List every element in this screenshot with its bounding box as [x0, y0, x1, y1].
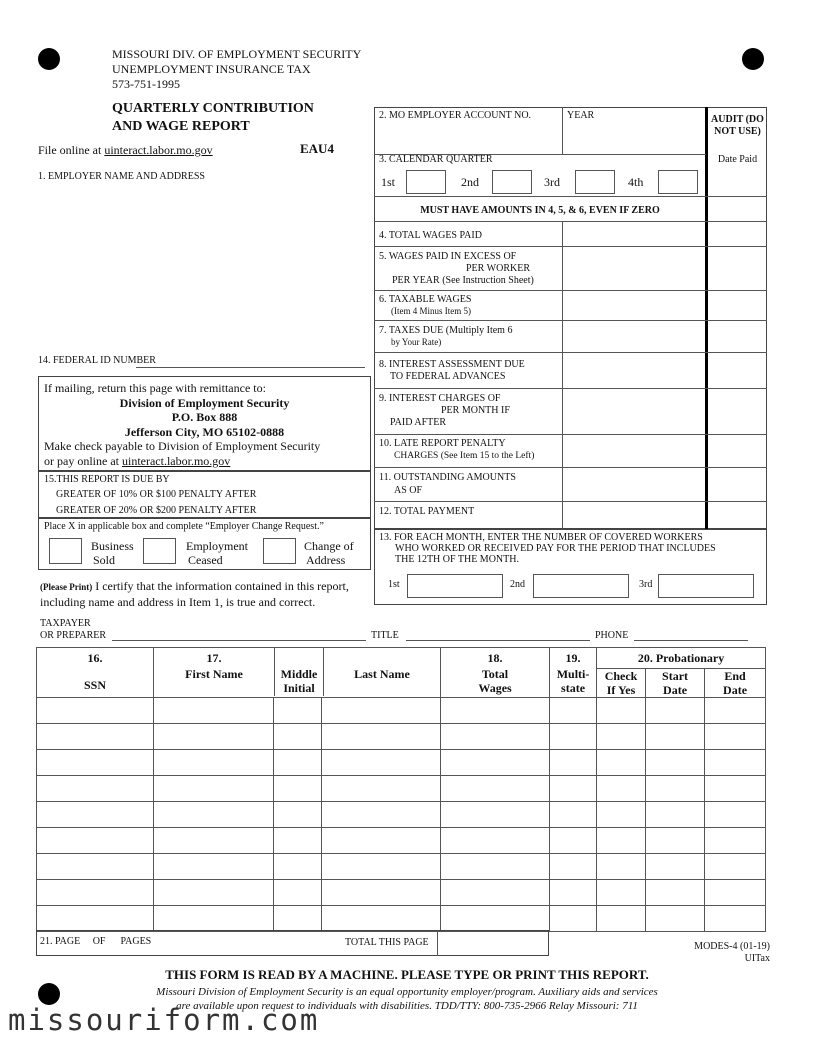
item10-label-b: CHARGES (See Item 15 to the Left) [394, 451, 535, 461]
taxpayer-label [40, 618, 106, 642]
quarter-2-label: 2nd [461, 175, 479, 189]
item5-label-a: 5. WAGES PAID IN EXCESS OF [379, 251, 517, 262]
item5-label-c: PER YEAR (See Instruction Sheet) [392, 275, 534, 286]
row-line [374, 501, 767, 502]
name-header [154, 648, 441, 698]
item6-label-a: 6. TAXABLE WAGES [379, 294, 472, 305]
item10-label-a: 10. LATE REPORT PENALTY [379, 438, 506, 449]
row-line [374, 467, 767, 468]
employment-ceased-label-1: Employment [186, 539, 248, 553]
last-name-header: Last Name [354, 667, 410, 681]
registration-mark-top-right [742, 48, 764, 70]
employment-ceased-checkbox[interactable] [143, 538, 176, 564]
row-line [374, 246, 767, 247]
form-id-number: MODES-4 (01-19) [694, 941, 770, 952]
amount-column-divider [562, 221, 563, 529]
item13-label [379, 532, 716, 565]
total-wages-header [441, 648, 550, 698]
quarter-3-label: 3rd [544, 175, 560, 189]
item3-label: 3. CALENDAR QUARTER [379, 154, 493, 165]
col17-first-label: First Name [185, 667, 243, 681]
preparer-signature-line[interactable] [112, 640, 366, 641]
month-1-box[interactable] [407, 574, 503, 598]
form-title [112, 100, 314, 136]
payable-text: Make check payable to Division of Employment Security [44, 439, 321, 453]
certification-text [40, 579, 349, 610]
col18-label: Total Wages [478, 667, 512, 695]
pay-online-link[interactable]: uinteract.labor.mo.gov [121, 454, 231, 468]
business-sold-label-2: Sold [93, 553, 116, 567]
quarter-1-label: 1st [381, 175, 396, 189]
month-3-label: 3rd [639, 579, 653, 590]
month-3-box[interactable] [658, 574, 754, 598]
agency-line2: UNEMPLOYMENT INSURANCE TAX [112, 62, 311, 76]
federal-id-line[interactable] [136, 367, 365, 368]
agency-phone: 573-751-1995 [112, 77, 180, 91]
page-of-pages-label: 21. PAGE OF PAGES [40, 936, 152, 947]
col17-number: 17. [206, 651, 222, 665]
item9-label-a: 9. INTEREST CHARGES OF [379, 393, 501, 404]
col18-number: 18. [487, 651, 503, 665]
file-online-prefix: File online at [38, 143, 105, 157]
change-of-address-checkbox[interactable] [263, 538, 296, 564]
date-paid-label: Date Paid [717, 154, 758, 165]
item12-label: 12. TOTAL PAYMENT [379, 506, 475, 517]
title-line[interactable] [406, 640, 590, 641]
registration-mark-top-left [38, 48, 60, 70]
quarter-4-label: 4th [628, 175, 644, 189]
employment-ceased-label [186, 539, 248, 567]
agency-header [112, 47, 361, 92]
table-row[interactable] [37, 828, 766, 854]
col16-label: SSN [83, 678, 106, 692]
pay-online-text [44, 454, 230, 469]
table-row[interactable] [37, 906, 766, 932]
change-instruction: Place X in applicable box and complete “Employer Change Request.” [44, 521, 324, 532]
file-online-text [38, 143, 213, 158]
change-of-address-label-1: Change of [304, 539, 354, 553]
item8-label-b: TO FEDERAL ADVANCES [390, 371, 506, 382]
audit-label: AUDIT (DO NOT USE) [711, 114, 764, 137]
item7-label-b: by Your Rate) [391, 337, 442, 347]
row-line [374, 388, 767, 389]
item5-label-b: PER WORKER [466, 263, 530, 274]
name-header-cells [154, 648, 440, 696]
watermark: missouriform.com [8, 1003, 320, 1037]
row-line [374, 221, 767, 222]
quarter-4-box[interactable] [658, 170, 698, 194]
eeo-line1: Missouri Division of Employment Security is an equal opportunity employer/program. Auxiliary aids and services [156, 986, 658, 998]
multistate-header [550, 648, 597, 698]
table-row[interactable] [37, 750, 766, 776]
item14-label: 14. FEDERAL ID NUMBER [38, 355, 156, 366]
year-label: YEAR [567, 110, 595, 121]
item13-label-c: THE 12TH OF THE MONTH. [395, 554, 519, 565]
check-if-yes-header: Check If Yes [597, 669, 646, 698]
table-row[interactable] [37, 880, 766, 906]
quarter-3-box[interactable] [575, 170, 615, 194]
mailing-city: Jefferson City, MO 65102-0888 [124, 425, 285, 439]
item11-label-b: AS OF [394, 485, 423, 496]
item4-label: 4. TOTAL WAGES PAID [379, 230, 482, 241]
row-line [374, 434, 767, 435]
title-label: TITLE [371, 630, 399, 641]
business-sold-label-1: Business [91, 539, 134, 553]
penalty-10-text: GREATER OF 10% OR $100 PENALTY AFTER [56, 489, 257, 500]
form-code: EAU4 [300, 141, 334, 156]
change-of-address-label [304, 539, 354, 567]
phone-label: PHONE [595, 630, 629, 641]
business-sold-label [91, 539, 134, 567]
start-date-header: Start Date [646, 669, 705, 698]
employment-ceased-label-2: Ceased [188, 553, 223, 567]
item13-label-a: 13. FOR EACH MONTH, ENTER THE NUMBER OF COVERED WORKERS [379, 532, 703, 543]
change-of-address-label-2: Address [306, 553, 346, 567]
phone-line[interactable] [634, 640, 748, 641]
audit-divider [705, 107, 708, 529]
item13-label-b: WHO WORKED OR RECEIVED PAY FOR THE PERIOD THAT INCLUDES [395, 543, 716, 554]
item1-label: 1. EMPLOYER NAME AND ADDRESS [38, 171, 205, 182]
agency-line1: MISSOURI DIV. OF EMPLOYMENT SECURITY [112, 47, 362, 61]
col16-number: 16. [87, 651, 103, 665]
form-id-uitax: UITax [744, 953, 770, 964]
quarter-2-box[interactable] [492, 170, 532, 194]
probationary-header: 20. Probationary [597, 648, 766, 669]
quarter-1-box[interactable] [406, 170, 446, 194]
eeo-line2: are available upon request to individuals with disabilities. TDD/TTY: 800-735-2966 Relay Missouri: 711 [176, 1000, 638, 1012]
machine-read-notice: THIS FORM IS READ BY A MACHINE. PLEASE TYPE OR PRINT THIS REPORT. [165, 967, 649, 982]
item7-label-a: 7. TAXES DUE (Multiply Item 6 [379, 325, 513, 336]
table-row[interactable] [37, 802, 766, 828]
file-online-link[interactable]: uinteract.labor.mo.gov [104, 143, 213, 157]
month-2-label: 2nd [510, 579, 525, 590]
table-row[interactable] [37, 854, 766, 880]
table-row[interactable] [37, 724, 766, 750]
business-sold-checkbox[interactable] [49, 538, 82, 564]
form-id [672, 941, 770, 965]
mailing-org: Division of Employment Security [119, 396, 290, 410]
total-this-page-label: TOTAL THIS PAGE [345, 937, 429, 948]
year-divider [562, 107, 563, 154]
row-line [374, 352, 767, 353]
pay-online-prefix: or pay online at [44, 454, 122, 468]
item8-label-a: 8. INTEREST ASSESSMENT DUE [379, 359, 525, 370]
row-line [374, 290, 767, 291]
table-row[interactable] [37, 698, 766, 724]
middle-initial-header: Middle Initial [275, 648, 324, 696]
item9-label-c: PAID AFTER [390, 417, 447, 428]
please-print: (Please Print) [40, 582, 93, 592]
ssn-header [37, 648, 154, 698]
item9-label-b: PER MONTH IF [441, 405, 510, 416]
month-2-box[interactable] [533, 574, 629, 598]
col19-label: Multi- state [556, 667, 590, 695]
table-row[interactable] [37, 776, 766, 802]
footer-divider [437, 930, 438, 956]
taxpayer-label-2: OR PREPARER [40, 630, 107, 641]
row-line [374, 196, 767, 197]
form-title-line1: QUARTERLY CONTRIBUTION [112, 101, 314, 116]
mailing-box-number: P.O. Box 888 [171, 410, 238, 424]
taxpayer-label-1: TAXPAYER [40, 618, 91, 629]
certify-line1: I certify that the information contained in this report, [92, 579, 349, 593]
item2-label: 2. MO EMPLOYER ACCOUNT NO. [379, 110, 532, 121]
first-name-header [154, 648, 275, 696]
wage-detail-table [36, 647, 766, 932]
certify-line2: including name and address in Item 1, is true and correct. [40, 595, 316, 609]
col19-number: 19. [565, 651, 581, 665]
row-line [374, 320, 767, 321]
mailing-intro: If mailing, return this page with remittance to: [44, 381, 266, 395]
month-1-label: 1st [388, 579, 400, 590]
item6-label-b: (Item 4 Minus Item 5) [391, 306, 471, 316]
penalty-20-text: GREATER OF 20% OR $200 PENALTY AFTER [56, 505, 257, 516]
item15-label: 15.THIS REPORT IS DUE BY [44, 474, 170, 485]
form-title-line2: AND WAGE REPORT [112, 119, 250, 134]
must-have-notice: MUST HAVE AMOUNTS IN 4, 5, & 6, EVEN IF ZERO [420, 205, 660, 216]
item11-label-a: 11. OUTSTANDING AMOUNTS [379, 472, 516, 483]
end-date-header: End Date [705, 669, 766, 698]
